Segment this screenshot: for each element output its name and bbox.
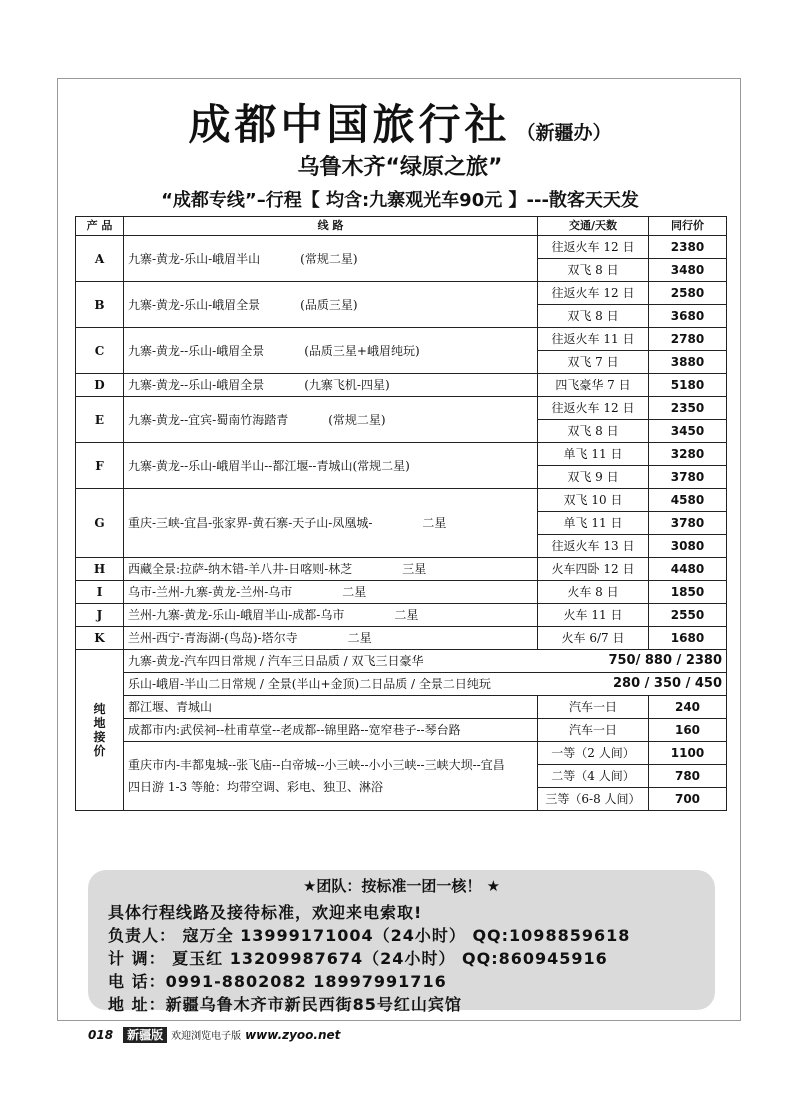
transport-cell: 火车 11 日	[538, 604, 649, 627]
contact-line-phone: 电 话：0991-8802082 18997991716	[108, 972, 447, 991]
route-cell	[124, 328, 538, 374]
price-cell: 3880	[649, 351, 727, 374]
transport-cell: 双飞 9 日	[538, 466, 649, 489]
product-code: J	[76, 604, 124, 627]
product-code: G	[76, 489, 124, 558]
product-code: D	[76, 374, 124, 397]
price-cell: 780	[649, 765, 727, 788]
route-text: 九寨-黄龙--乐山-峨眉半山--都江堰--青城山(常规二星)	[128, 458, 410, 473]
route-grade: (常规二星)	[300, 251, 358, 266]
table-row	[76, 282, 727, 305]
contact-line-address: 地 址：新疆乌鲁木齐市新民西街85号红山宾馆	[108, 995, 462, 1014]
route-grade: 二星	[394, 608, 419, 622]
title-suffix: （新疆办）	[516, 122, 612, 144]
cabin-cell: 二等（4 人间）	[538, 765, 649, 788]
route-cell: 成都市内:武侯祠--杜甫草堂--老成都--锦里路--宽窄巷子--琴台路	[124, 719, 538, 742]
route-grade: 二星	[342, 585, 367, 599]
price-cell: 3450	[649, 420, 727, 443]
table-row	[76, 328, 727, 351]
transport-cell: 汽车一日	[538, 719, 649, 742]
price-cell: 1100	[649, 742, 727, 765]
transport-cell: 双飞 8 日	[538, 259, 649, 282]
table-header-row	[76, 217, 727, 236]
route-cell: 都江堰、青城山	[124, 696, 538, 719]
price-cell: 4480	[649, 558, 727, 581]
transport-cell: 汽车一日	[538, 696, 649, 719]
transport-cell: 单飞 11 日	[538, 512, 649, 535]
route-text: 九寨-黄龙--乐山-峨眉全景	[128, 343, 265, 358]
agency-title	[0, 92, 800, 152]
table-row	[76, 719, 727, 742]
price-cell: 3680	[649, 305, 727, 328]
transport-cell: 火车 6/7 日	[538, 627, 649, 650]
route-cell	[124, 581, 538, 604]
local-label-text: 纯地接价	[93, 702, 106, 758]
table-row	[76, 581, 727, 604]
transport-cell: 往返火车 12 日	[538, 236, 649, 259]
route-text: 兰州-西宁-青海湖-(鸟岛)-塔尔寺	[128, 631, 298, 645]
local-wide-route: 乐山-峨眉-半山二日常规 / 全景(半山+金顶)二日品质 / 全景二日纯玩	[128, 677, 491, 691]
transport-cell: 双飞 8 日	[538, 305, 649, 328]
transport-cell: 四飞豪华 7 日	[538, 374, 649, 397]
product-code: B	[76, 282, 124, 328]
price-cell: 3780	[649, 512, 727, 535]
route-cell	[124, 397, 538, 443]
cruise-route-cell	[124, 742, 538, 811]
title-main: 成都中国旅行社	[188, 100, 511, 149]
product-code: K	[76, 627, 124, 650]
table-row	[76, 742, 727, 765]
route-grade: (品质三星+峨眉纯玩)	[304, 343, 420, 358]
local-wide-route: 九寨-黄龙-汽车四日常规 / 汽车三日品质 / 双飞三日豪华	[128, 654, 424, 668]
route-cell	[124, 374, 538, 397]
contact-panel	[88, 870, 715, 1014]
footer-url[interactable]: www.zyoo.net	[245, 1028, 341, 1042]
price-cell: 700	[649, 788, 727, 811]
footer-text: 欢迎浏览电子版	[171, 1031, 242, 1042]
route-text: 九寨-黄龙--宜宾-蜀南竹海踏青	[128, 412, 289, 427]
route-text: 兰州-九寨-黄龙-乐山-峨眉半山-成都-乌市	[128, 608, 345, 622]
edition-badge: 新疆版	[123, 1027, 167, 1043]
table-row	[76, 374, 727, 397]
local-wide-price: 280 / 350 / 450	[612, 676, 722, 691]
table-row	[76, 443, 727, 466]
price-cell: 3480	[649, 259, 727, 282]
price-cell: 3780	[649, 466, 727, 489]
price-table	[75, 216, 727, 811]
route-text: 九寨-黄龙--乐山-峨眉全景	[128, 378, 265, 392]
route-cell	[124, 489, 538, 558]
cruise-route: 重庆市内-丰都鬼城--张飞庙--白帝城--小三峡--小小三峡--三峡大坝--宜昌	[128, 758, 505, 772]
local-wide-price: 750/ 880 / 2380	[608, 653, 722, 668]
header-product: 产 品	[76, 217, 124, 236]
route-cell	[124, 604, 538, 627]
transport-cell: 往返火车 12 日	[538, 282, 649, 305]
header-transport: 交通/天数	[538, 217, 649, 236]
cabin-cell: 一等（2 人间）	[538, 742, 649, 765]
table-row	[76, 650, 727, 673]
route-grade: (九寨飞机-四星)	[304, 378, 390, 392]
local-label	[76, 650, 124, 811]
price-cell: 240	[649, 696, 727, 719]
route-grade: 二星	[347, 631, 372, 645]
table-row	[76, 397, 727, 420]
transport-cell: 往返火车 12 日	[538, 397, 649, 420]
transport-cell: 双飞 8 日	[538, 420, 649, 443]
price-cell: 2580	[649, 282, 727, 305]
route-grade: (品质三星)	[300, 297, 358, 312]
table-row	[76, 627, 727, 650]
product-code: A	[76, 236, 124, 282]
route-text: 九寨-黄龙-乐山-峨眉半山	[128, 251, 261, 266]
cruise-note: 四日游 1-3 等舱：均带空调、彩电、独卫、淋浴	[128, 780, 383, 794]
product-code: E	[76, 397, 124, 443]
route-text: 九寨-黄龙-乐山-峨眉全景	[128, 297, 261, 312]
route-cell	[124, 627, 538, 650]
product-code: H	[76, 558, 124, 581]
price-cell: 3080	[649, 535, 727, 558]
transport-cell: 双飞 10 日	[538, 489, 649, 512]
price-cell: 5180	[649, 374, 727, 397]
table-row	[76, 558, 727, 581]
route-cell	[124, 558, 538, 581]
table-row	[76, 604, 727, 627]
team-note: ★团队：按标准一团一核！ ★	[302, 877, 501, 895]
contact-line-manager: 负责人： 寇万全 13999171004（24小时） QQ:1098859618	[108, 926, 631, 945]
route-text: 西藏全景:拉萨-纳木错-羊八井-日喀则-林芝	[128, 562, 353, 576]
route-cell	[124, 282, 538, 328]
route-cell	[124, 443, 538, 489]
price-cell: 2380	[649, 236, 727, 259]
table-row	[76, 489, 727, 512]
route-grade: (常规二星)	[328, 412, 386, 427]
transport-cell: 单飞 11 日	[538, 443, 649, 466]
price-cell: 4580	[649, 489, 727, 512]
contact-line-1: 具体行程线路及接待标准，欢迎来电索取!	[108, 903, 423, 922]
transport-cell: 往返火车 11 日	[538, 328, 649, 351]
route-intro: “成都专线”–行程【 均含:九寨观光车90元 】---散客天天发	[161, 190, 639, 211]
transport-cell: 往返火车 13 日	[538, 535, 649, 558]
price-cell: 2780	[649, 328, 727, 351]
price-cell: 2350	[649, 397, 727, 420]
product-code: C	[76, 328, 124, 374]
transport-cell: 火车 8 日	[538, 581, 649, 604]
page-number: 018	[88, 1028, 114, 1042]
transport-cell: 火车四卧 12 日	[538, 558, 649, 581]
route-grade: 三星	[402, 562, 427, 576]
local-wide-cell	[124, 673, 727, 696]
price-cell: 1850	[649, 581, 727, 604]
cabin-cell: 三等（6-8 人间）	[538, 788, 649, 811]
price-cell: 160	[649, 719, 727, 742]
product-code: I	[76, 581, 124, 604]
route-cell	[124, 236, 538, 282]
subtitle: 乌鲁木齐“绿原之旅”	[297, 155, 503, 180]
table-row	[76, 696, 727, 719]
route-text: 乌市-兰州-九寨-黄龙-兰州-乌市	[128, 585, 293, 599]
price-cell: 2550	[649, 604, 727, 627]
price-cell: 1680	[649, 627, 727, 650]
route-text: 重庆-三峡-宜昌-张家界-黄石寨-天子山-凤凰城-	[128, 516, 373, 530]
product-code: F	[76, 443, 124, 489]
header-route: 线 路	[124, 217, 538, 236]
table-row	[76, 673, 727, 696]
header-price: 同行价	[649, 217, 727, 236]
route-grade: 二星	[422, 516, 447, 530]
local-wide-cell	[124, 650, 727, 673]
price-cell: 3280	[649, 443, 727, 466]
transport-cell: 双飞 7 日	[538, 351, 649, 374]
page-footer	[88, 1026, 340, 1043]
contact-line-planner: 计 调： 夏玉红 13209987674（24小时） QQ:860945916	[108, 949, 608, 968]
table-row	[76, 236, 727, 259]
